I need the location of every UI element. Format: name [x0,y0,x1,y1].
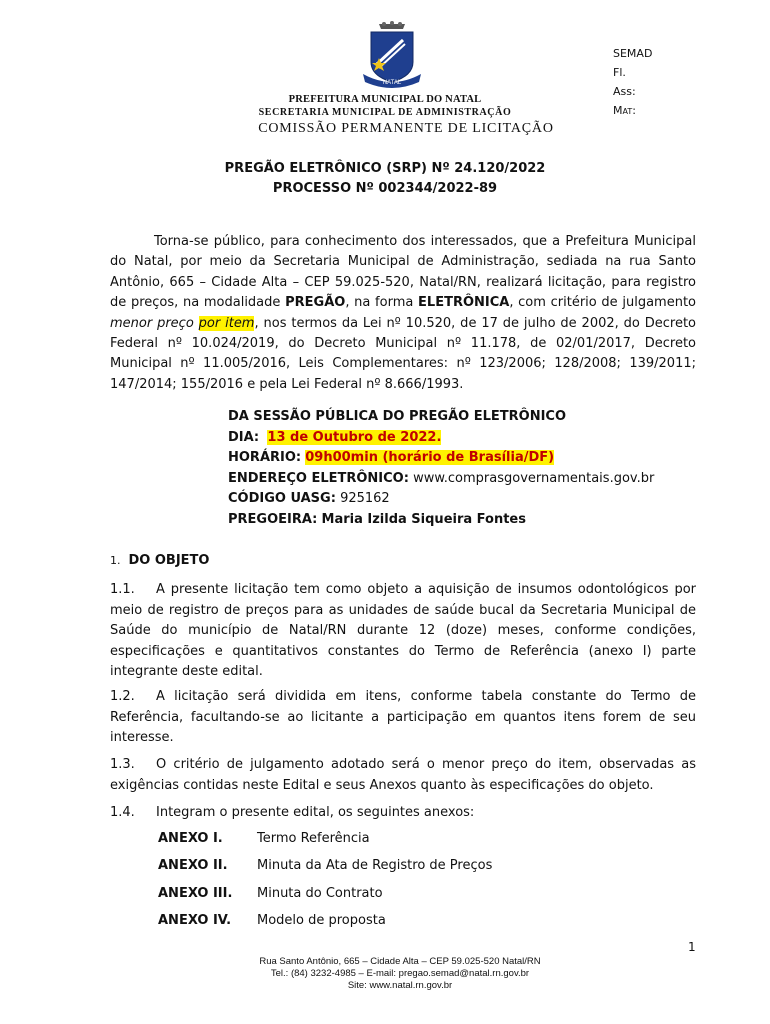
annex-3: ANEXO III. Minuta do Contrato [158,886,383,901]
annex-4: ANEXO IV. Modelo de proposta [158,913,386,928]
intro-paragraph: Torna-se público, para conhecimento dos interessados, que a Prefeitura Municipal do Natal, por meio da Secretaria Municipal de Administração, sediada na rua Santo Antônio, 665 – Cidade Alta – CEP 59.025-520, Natal/RN, realizará licitação, para registro de preços, na modalidade PREGÃO, na forma ELETRÔNICA, com critério de julgamento menor preço por item, nos termos da Lei nº 10.520, de 17 de julho de 2002, do Decreto Federal nº 10.024/2019, do Decreto Municipal nº 11.178, de 02/01/2017, Decreto Municipal nº 11.005/2016, Leis Complementares: nº 123/2006; 128/2008; 139/2011; 147/2014; 155/2016 e pela Lei Federal nº 8.666/1993. [110,234,697,392]
processo-title: PROCESSO Nº 002344/2022-89 [272,181,498,196]
page-number: 1 [688,940,696,954]
org-prefeitura: PREFEITURA MUNICIPAL DO NATAL [288,94,482,105]
session-date: 13 de Outubro de 2022. [267,429,442,445]
stamp-folha: Fl. [613,66,626,79]
org-comissao: COMISSÃO PERMANENTE DE LICITAÇÃO [258,121,554,136]
item-1-3: 1.3. O critério de julgamento adotado será o menor preço do item, observadas as exigências contidas neste Edital e seus Anexos quanto às especificações do objeto. [110,757,696,793]
org-secretaria: SECRETARIA MUNICIPAL DE ADMINISTRAÇÃO [258,107,512,118]
session-address: www.comprasgovernamentais.gov.br [413,470,655,486]
session-pregoeira: Maria Izilda Siqueira Fontes [321,511,526,527]
item-1-4: 1.4. Integram o presente edital, os seguintes anexos: [110,805,475,820]
session-heading: DA SESSÃO PÚBLICA DO PREGÃO ELETRÔNICO [228,409,567,424]
natal-crest-logo [357,20,427,90]
item-1-1: 1.1. A presente licitação tem como objeto a aquisição de insumos odontológicos por meio de registro de preços para as unidades de saúde bucal da Secretaria Municipal de Saúde do município de Natal/RN durante 12 (doze) meses, conforme condições, especificações e quantitativos constantes do Termo de Referência (anexo I) parte integrante deste edital. [110,582,696,679]
stamp-assinatura: Ass: [613,85,636,98]
annex-1: ANEXO I. Termo Referência [158,831,370,846]
footer-contact: Tel.: (84) 3232-4985 – E-mail: pregao.semad@natal.rn.gov.br [270,968,530,979]
session-info: DA SESSÃO PÚBLICA DO PREGÃO ELETRÔNICO DIA: 13 de Outubro de 2022. HORÁRIO: 09h00min (horário de Brasília/DF) ENDEREÇO ELETRÔNICO: www.comprasgovernamentais.gov.br CÓDIGO UASG: 925162 PREGOEIRA: Maria Izilda Siqueira Fontes [228,409,655,527]
stamp-semad: SEMAD [613,47,653,60]
stamp-matricula: Mat: [613,104,636,117]
annex-2: ANEXO II. Minuta da Ata de Registro de Preços [158,858,493,873]
section-heading-objeto: 1. DO OBJETO [110,553,210,568]
pregao-title: PREGÃO ELETRÔNICO (SRP) Nº 24.120/2022 [224,161,546,176]
footer-site: Site: www.natal.rn.gov.br [347,980,453,991]
session-uasg: 925162 [340,491,390,506]
session-time: 09h00min (horário de Brasília/DF) [305,450,555,465]
highlight-por-item: por item [198,315,255,331]
item-1-2: 1.2. A licitação será dividida em itens, conforme tabela constante do Termo de Referência, facultando-se ao licitante a participação em quantos itens forem de seu interesse. [110,689,696,745]
crest-banner-text: NATAL [382,80,402,86]
footer-address: Rua Santo Antônio, 665 – Cidade Alta – CEP 59.025-520 Natal/RN [259,956,541,967]
